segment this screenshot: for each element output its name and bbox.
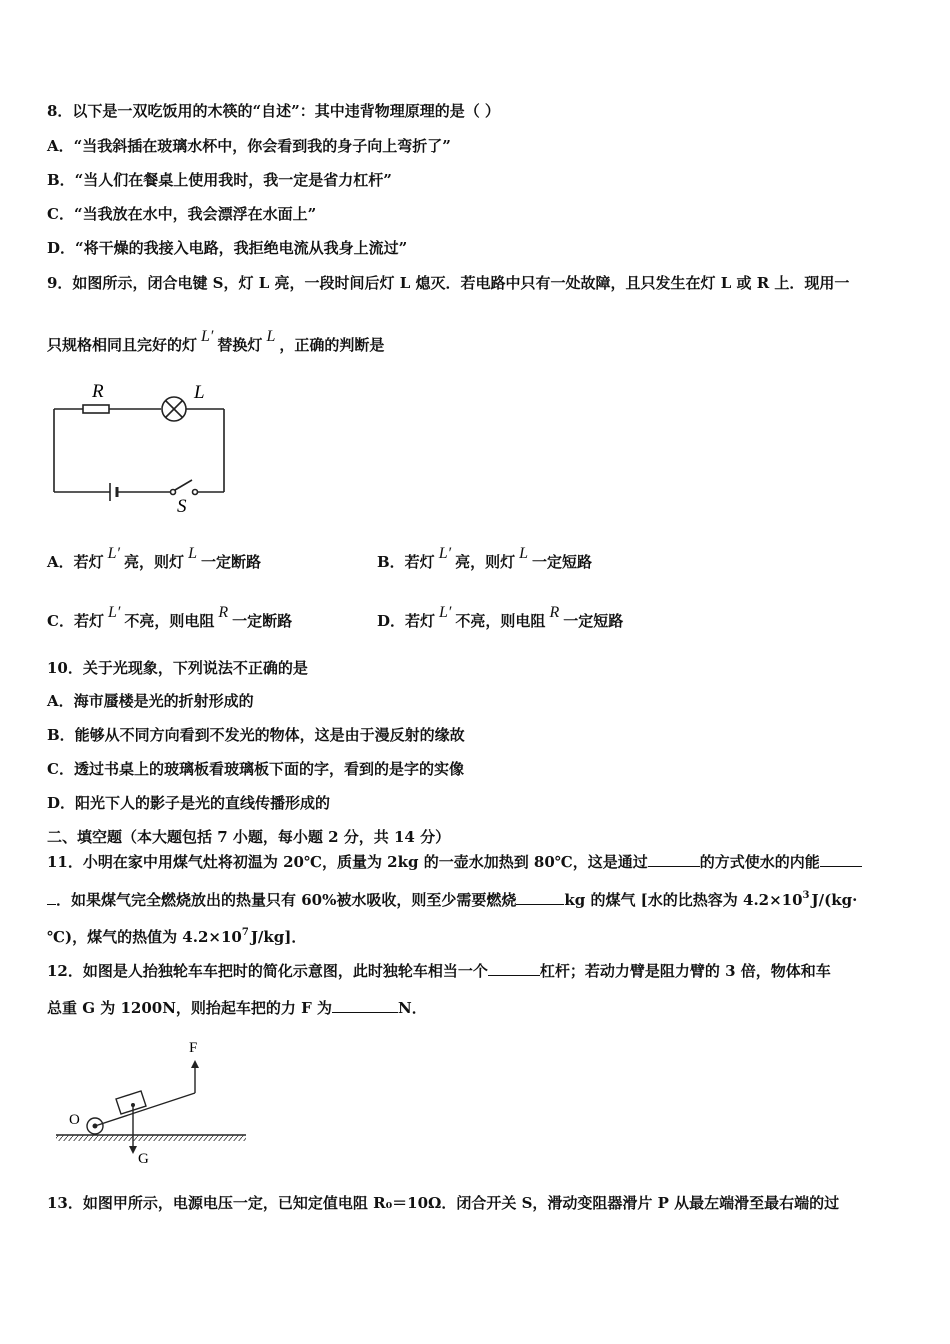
symbol-l-prime: L′ [201,328,214,345]
superscript: 3 [802,890,810,901]
switch-arm [175,480,192,490]
q9-stem-part2: 替换灯 [217,336,263,354]
q10-option-d: D．阳光下人的影子是光的直线传播形成的 [47,794,331,812]
answer-blank[interactable] [648,852,700,867]
superscript: 7 [241,927,249,938]
symbol-l: L [266,328,276,345]
answer-blank[interactable] [332,998,398,1013]
circuit-diagram [48,375,233,515]
q9-option-a [47,545,261,573]
q9-option-c-part2: 不亮，则电阻 [124,612,215,630]
label-g: G [138,1151,149,1167]
q8-stem: 8．以下是一双吃饭用的木筷的“自述”：其中违背物理原理的是（ ） [47,102,500,120]
symbol-l-prime: L′ [107,545,121,562]
label-s: S [177,496,187,515]
q9-stem-line2 [47,328,385,356]
switch-pivot [171,490,176,495]
q9-option-d [377,604,624,632]
answer-blank[interactable] [820,852,862,867]
q11-line3-part1: ℃)，煤气的热值为 4.2×10 [47,928,242,946]
q9-option-b [377,545,593,573]
q9-stem-part1: 只规格相同且完好的灯 [47,336,198,354]
section-heading: 二、填空题（本大题包括 7 小题，每小题 2 分，共 14 分） [47,828,451,846]
q10-option-c: C．透过书桌上的玻璃板看玻璃板下面的字，看到的是字的实像 [47,760,464,778]
handle-bar [95,1093,195,1126]
q12-line1-part1: 12．如图是人抬独轮车车把时的简化示意图，此时独轮车相当一个 [47,962,488,980]
q12-line1 [47,961,831,981]
q9-stem-line1: 9．如图所示，闭合电键 S，灯 L 亮，一段时间后灯 L 熄灭．若电路中只有一处故障，且只发生在灯 L 或 R 上．现用一 [47,274,850,292]
wheelbarrow-diagram [52,1035,252,1170]
symbol-r: R [218,604,229,621]
q9-option-b-part1: B．若灯 [377,553,435,571]
q9-option-b-part2: 亮，则灯 [455,553,516,571]
q9-option-a-part1: A．若灯 [47,553,104,571]
q11-line2-part2: kg 的煤气 [水的比热容为 4.2×10 [564,891,803,909]
q10-option-a: A．海市蜃楼是光的折射形成的 [47,692,254,710]
symbol-l: L [519,545,529,562]
q9-stem-part3: ，正确的判断是 [279,336,385,354]
answer-blank[interactable] [488,961,540,976]
q9-option-a-part3: 一定断路 [200,553,261,571]
q9-option-c-part1: C．若灯 [47,612,104,630]
q9-option-d-part3: 一定短路 [563,612,624,630]
q10-option-b: B．能够从不同方向看到不发光的物体，这是由于漫反射的缘故 [47,726,465,744]
q11-line3 [47,927,306,950]
q11-line1-part2: 的方式使水的内能 [699,853,820,871]
q8-option-a: A．“当我斜插在玻璃水杯中，你会看到我的身子向上弯折了” [47,137,451,155]
q12-line1-part2: 杠杆；若动力臂是阻力臂的 3 倍，物体和车 [539,962,831,980]
q9-option-b-part3: 一定短路 [532,553,593,571]
symbol-r: R [549,604,560,621]
q12-line2-part1: 总重 G 为 1200N，则抬起车把的力 F 为 [47,999,333,1017]
symbol-l-prime: L′ [439,604,452,621]
q11-line1-part1: 11．小明在家中用煤气灶将初温为 20℃，质量为 2kg 的一壶水加热到 80℃，这是通过 [47,853,648,871]
q12-line2-part2: N． [398,999,427,1017]
q8-option-c: C．“当我放在水中，我会漂浮在水面上” [47,205,317,223]
q11-line2 [47,890,857,913]
resistor-r [83,405,109,413]
q9-option-d-part1: D．若灯 [377,612,436,630]
q8-option-d: D．“将干燥的我接入电路，我拒绝电流从我身上流过” [47,239,408,257]
q11-line1 [47,852,862,872]
q11-line3-part2: J/kg]． [250,928,307,946]
label-r: R [92,381,104,402]
ground-hatching [56,1135,246,1141]
answer-blank[interactable] [47,890,56,905]
q9-option-c-part3: 一定断路 [232,612,293,630]
q9-option-c [47,604,293,632]
q10-stem: 10．关于光现象，下列说法不正确的是 [47,659,308,677]
q11-line2-part1: ．如果煤气完全燃烧放出的热量只有 60%被水吸收，则至少需要燃烧 [56,891,517,909]
label-o: O [69,1112,80,1128]
gravity-arrow-icon [129,1146,137,1154]
symbol-l: L [188,545,197,562]
force-arrow-icon [191,1060,199,1068]
answer-blank[interactable] [516,890,564,905]
q9-option-d-part2: 不亮，则电阻 [455,612,546,630]
label-l: L [194,382,205,403]
symbol-l-prime: L′ [107,604,121,621]
q12-line2 [47,998,427,1018]
q8-option-b: B．“当人们在餐桌上使用我时，我一定是省力杠杆” [47,171,392,189]
q9-option-a-part2: 亮，则灯 [124,553,185,571]
symbol-l-prime: L′ [438,545,452,562]
switch-contact [193,490,198,495]
q11-line2-part3: J/(kg· [811,891,858,909]
q13-stem: 13．如图甲所示，电源电压一定，已知定值电阻 R₀＝10Ω．闭合开关 S，滑动变阻器滑片 P 从最左端滑至最右端的过 [47,1194,840,1212]
label-f: F [189,1040,198,1056]
